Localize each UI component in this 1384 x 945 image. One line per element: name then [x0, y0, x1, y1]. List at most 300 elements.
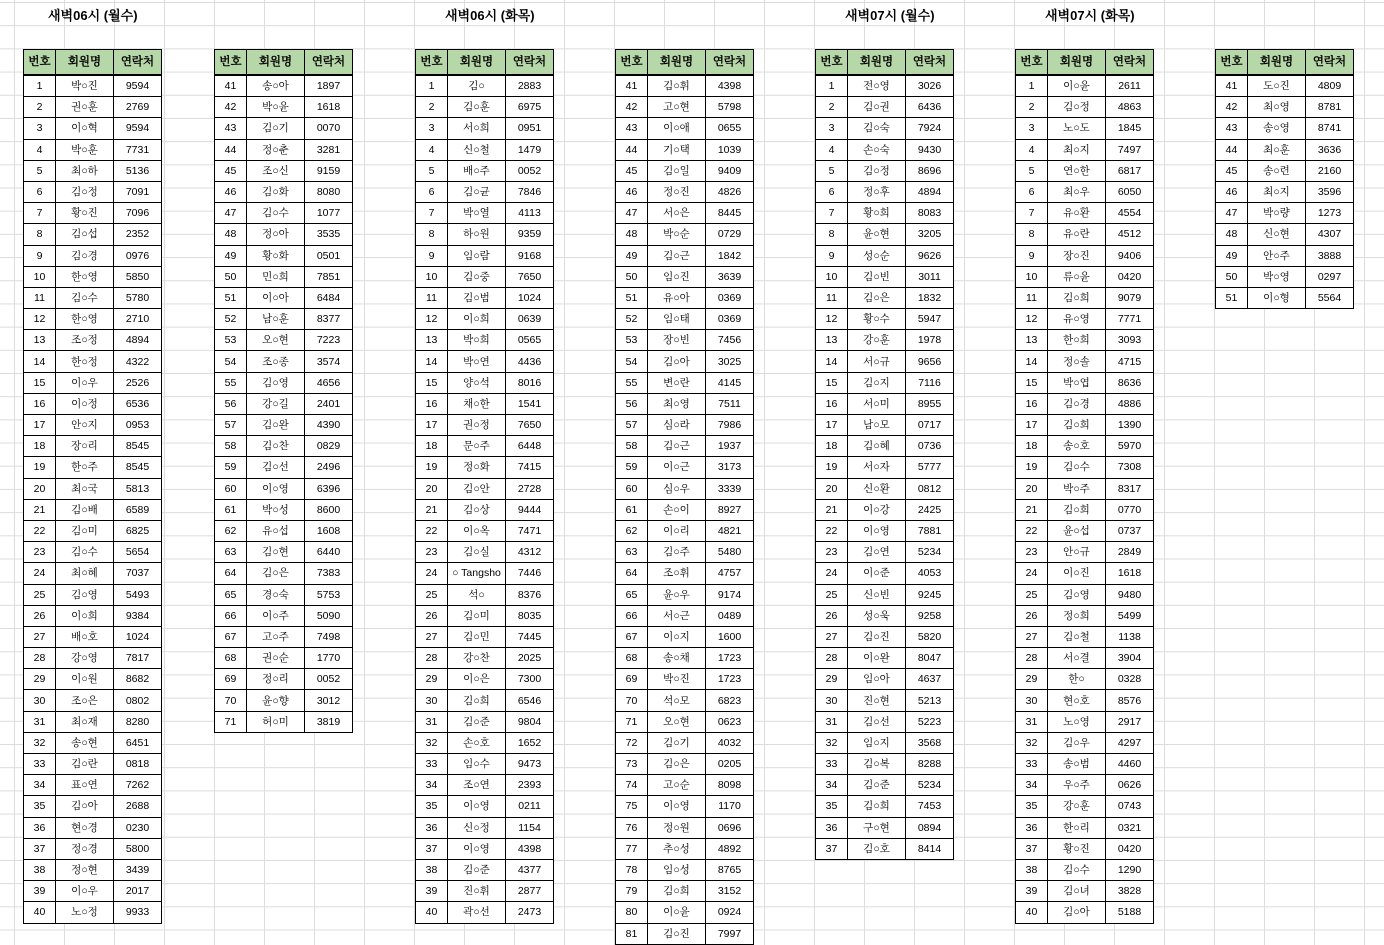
cell-phone: 8765	[706, 859, 754, 880]
cell-num: 14	[24, 351, 56, 372]
cell-num: 34	[1016, 775, 1048, 796]
cell-phone: 1608	[305, 520, 353, 541]
cell-name: 석○모	[648, 690, 706, 711]
cell-phone: 9079	[1106, 287, 1154, 308]
cell-num: 76	[616, 817, 648, 838]
table-row	[816, 436, 954, 457]
cell-num: 61	[616, 499, 648, 520]
cell-num: 10	[816, 266, 848, 287]
cell-name: 박○순	[648, 224, 706, 245]
cell-phone: 1170	[706, 796, 754, 817]
table-row	[1016, 520, 1154, 541]
cell-num: 8	[1016, 224, 1048, 245]
header-row	[616, 50, 754, 76]
cell-name: 진○휘	[448, 881, 506, 902]
cell-num: 32	[816, 732, 848, 753]
table-row	[1016, 732, 1154, 753]
table-row	[215, 203, 353, 224]
cell-num: 8	[816, 224, 848, 245]
cell-name: 이○우	[56, 881, 114, 902]
table-row	[215, 690, 353, 711]
cell-phone: 0953	[114, 415, 162, 436]
cell-phone: 6536	[114, 393, 162, 414]
cell-name: 김○상	[448, 499, 506, 520]
cell-phone: 0052	[506, 160, 554, 181]
cell-phone: 4390	[305, 415, 353, 436]
cell-num: 72	[616, 732, 648, 753]
cell-name: 김○우	[1048, 732, 1106, 753]
header-phone: 연락처	[506, 50, 554, 76]
cell-name: 고○현	[648, 97, 706, 118]
cell-name: 김○수	[56, 542, 114, 563]
table-row	[816, 648, 954, 669]
table-row	[24, 690, 162, 711]
cell-phone: 4656	[305, 372, 353, 393]
cell-num: 75	[616, 796, 648, 817]
table-row	[24, 520, 162, 541]
table-row	[416, 520, 554, 541]
cell-phone: 4826	[706, 181, 754, 202]
cell-phone: 4436	[506, 351, 554, 372]
cell-phone: 0737	[1106, 520, 1154, 541]
cell-name: 김○숙	[848, 118, 906, 139]
cell-name: 정○아	[247, 224, 305, 245]
table-row	[816, 732, 954, 753]
cell-name: 김○준	[448, 859, 506, 880]
header-num: 번호	[24, 50, 56, 76]
cell-phone: 0729	[706, 224, 754, 245]
cell-phone: 8955	[906, 393, 954, 414]
table-row	[215, 160, 353, 181]
cell-name: 송○련	[1248, 160, 1306, 181]
cell-num: 34	[416, 775, 448, 796]
table-row	[215, 415, 353, 436]
cell-name: 민○희	[247, 266, 305, 287]
cell-num: 57	[215, 415, 247, 436]
cell-num: 66	[616, 605, 648, 626]
cell-num: 2	[1016, 97, 1048, 118]
cell-name: 김○호	[848, 838, 906, 859]
table-row	[1016, 775, 1154, 796]
table-row	[1016, 287, 1154, 308]
table-row	[416, 478, 554, 499]
cell-num: 30	[1016, 690, 1048, 711]
table-row	[215, 372, 353, 393]
cell-name: 김○근	[648, 436, 706, 457]
cell-phone: 5970	[1106, 436, 1154, 457]
cell-phone: 7445	[506, 626, 554, 647]
table-row	[616, 711, 754, 732]
cell-phone: 7498	[305, 626, 353, 647]
cell-name: 기○택	[648, 139, 706, 160]
cell-num: 16	[1016, 393, 1048, 414]
table-row	[816, 690, 954, 711]
cell-phone: 4322	[114, 351, 162, 372]
cell-num: 3	[816, 118, 848, 139]
table-row	[816, 181, 954, 202]
cell-name: 성○욱	[848, 605, 906, 626]
cell-num: 9	[1016, 245, 1048, 266]
cell-name: 박○연	[448, 351, 506, 372]
table-row	[816, 139, 954, 160]
cell-name: 김○희	[1048, 415, 1106, 436]
cell-num: 44	[215, 139, 247, 160]
cell-phone: 0802	[114, 690, 162, 711]
cell-name: 채○한	[448, 393, 506, 414]
cell-num: 69	[215, 669, 247, 690]
table-row	[215, 97, 353, 118]
cell-num: 64	[215, 563, 247, 584]
table-row	[616, 478, 754, 499]
cell-name: 유○영	[1048, 309, 1106, 330]
cell-name: 김○정	[848, 160, 906, 181]
cell-num: 54	[616, 351, 648, 372]
table-row	[816, 351, 954, 372]
cell-phone: 0696	[706, 817, 754, 838]
cell-name: 고○순	[648, 775, 706, 796]
cell-num: 30	[24, 690, 56, 711]
cell-phone: 5234	[906, 775, 954, 796]
cell-num: 35	[816, 796, 848, 817]
table-row	[1016, 245, 1154, 266]
cell-phone: 1290	[1106, 859, 1154, 880]
table-row	[616, 775, 754, 796]
cell-phone: 6546	[506, 690, 554, 711]
cell-name: 황○진	[56, 203, 114, 224]
table-row	[416, 796, 554, 817]
cell-num: 50	[1216, 266, 1248, 287]
table-row	[416, 605, 554, 626]
cell-num: 15	[1016, 372, 1048, 393]
cell-num: 10	[1016, 266, 1048, 287]
cell-phone: 3596	[1306, 181, 1354, 202]
cell-num: 45	[215, 160, 247, 181]
cell-num: 39	[416, 881, 448, 902]
cell-phone: 3011	[906, 266, 954, 287]
cell-num: 67	[616, 626, 648, 647]
table-row	[215, 542, 353, 563]
table-row	[616, 457, 754, 478]
cell-phone: 1770	[305, 648, 353, 669]
header-name: 회원명	[648, 50, 706, 76]
cell-phone: 0489	[706, 605, 754, 626]
cell-phone: 0420	[1106, 838, 1154, 859]
cell-phone: 9626	[906, 245, 954, 266]
cell-name: 김○정	[1048, 97, 1106, 118]
cell-phone: 3205	[906, 224, 954, 245]
cell-phone: 2769	[114, 97, 162, 118]
cell-num: 58	[616, 436, 648, 457]
header-row	[1216, 50, 1354, 76]
cell-name: 노○영	[1048, 711, 1106, 732]
cell-name: 김○섭	[56, 224, 114, 245]
cell-name: 김○아	[1048, 902, 1106, 923]
cell-name: 김○경	[1048, 393, 1106, 414]
header-num: 번호	[1216, 50, 1248, 76]
cell-name: 김○희	[648, 881, 706, 902]
table-row	[416, 669, 554, 690]
cell-num: 17	[816, 415, 848, 436]
cell-num: 48	[1216, 224, 1248, 245]
table-row	[215, 330, 353, 351]
header-num: 번호	[416, 50, 448, 76]
cell-num: 7	[816, 203, 848, 224]
cell-phone: 3639	[706, 266, 754, 287]
cell-phone: 0812	[906, 478, 954, 499]
cell-phone: 7851	[305, 266, 353, 287]
table-row	[816, 224, 954, 245]
cell-num: 77	[616, 838, 648, 859]
cell-phone: 1618	[305, 97, 353, 118]
cell-num: 9	[416, 245, 448, 266]
table-row	[1016, 97, 1154, 118]
table-row	[1016, 817, 1154, 838]
cell-phone: 2160	[1306, 160, 1354, 181]
cell-name: 장○진	[1048, 245, 1106, 266]
cell-num: 27	[1016, 626, 1048, 647]
table-row	[1016, 669, 1154, 690]
table-row	[1016, 393, 1154, 414]
cell-num: 33	[24, 754, 56, 775]
header-phone: 연락처	[114, 50, 162, 76]
cell-name: 최○훈	[1248, 139, 1306, 160]
cell-num: 26	[816, 605, 848, 626]
cell-phone: 9359	[506, 224, 554, 245]
cell-num: 35	[24, 796, 56, 817]
cell-name: 김○은	[247, 563, 305, 584]
cell-name: 최○영	[648, 393, 706, 414]
table-row	[416, 309, 554, 330]
cell-name: 김○아	[648, 351, 706, 372]
cell-phone: 8781	[1306, 97, 1354, 118]
cell-num: 55	[616, 372, 648, 393]
cell-name: 김○복	[848, 754, 906, 775]
cell-name: 이○원	[56, 669, 114, 690]
cell-num: 30	[816, 690, 848, 711]
table-row	[1216, 139, 1354, 160]
cell-phone: 9174	[706, 584, 754, 605]
table-row	[816, 775, 954, 796]
cell-name: 박○윤	[247, 97, 305, 118]
cell-phone: 8016	[506, 372, 554, 393]
cell-name: 최○국	[56, 478, 114, 499]
table-row	[416, 711, 554, 732]
header-phone: 연락처	[1106, 50, 1154, 76]
cell-name: 고○주	[247, 626, 305, 647]
table-row	[215, 436, 353, 457]
cell-num: 46	[1216, 181, 1248, 202]
table-row	[1016, 351, 1154, 372]
cell-name: 임○진	[648, 266, 706, 287]
cell-name: 이○영	[648, 796, 706, 817]
cell-phone: 2877	[506, 881, 554, 902]
table-row	[215, 245, 353, 266]
table-row	[1016, 584, 1154, 605]
cell-name: 박○영	[1248, 266, 1306, 287]
cell-name: 강○훈	[848, 330, 906, 351]
cell-phone: 9409	[706, 160, 754, 181]
cell-phone: 5493	[114, 584, 162, 605]
cell-name: 변○란	[648, 372, 706, 393]
cell-name: 김○희	[1048, 287, 1106, 308]
roster-table	[415, 49, 554, 924]
table-row	[24, 542, 162, 563]
cell-num: 28	[1016, 648, 1048, 669]
cell-phone: 2025	[506, 648, 554, 669]
cell-phone: 1723	[706, 648, 754, 669]
cell-name: 양○석	[448, 372, 506, 393]
table-row	[1016, 902, 1154, 923]
cell-phone: 8280	[114, 711, 162, 732]
cell-phone: 4145	[706, 372, 754, 393]
cell-num: 38	[1016, 859, 1048, 880]
cell-name: 장○리	[56, 436, 114, 457]
cell-phone: 8376	[506, 584, 554, 605]
cell-num: 3	[1016, 118, 1048, 139]
cell-phone: 1897	[305, 75, 353, 97]
roster-table	[615, 49, 754, 945]
cell-name: 한○희	[1048, 330, 1106, 351]
cell-num: 3	[416, 118, 448, 139]
cell-phone: 0230	[114, 817, 162, 838]
cell-name: 구○현	[848, 817, 906, 838]
cell-name: 이○근	[648, 457, 706, 478]
cell-num: 27	[416, 626, 448, 647]
cell-num: 71	[616, 711, 648, 732]
table-row	[1016, 881, 1154, 902]
cell-name: 김○지	[848, 372, 906, 393]
table-row	[616, 415, 754, 436]
cell-name: 김○미	[56, 520, 114, 541]
cell-phone: 8741	[1306, 118, 1354, 139]
cell-num: 24	[1016, 563, 1048, 584]
cell-name: 이○우	[56, 372, 114, 393]
table-row	[215, 520, 353, 541]
cell-phone: 1479	[506, 139, 554, 160]
cell-num: 36	[24, 817, 56, 838]
table-row	[816, 75, 954, 97]
cell-num: 10	[416, 266, 448, 287]
cell-phone: 7924	[906, 118, 954, 139]
cell-num: 51	[1216, 287, 1248, 308]
cell-name: 조○연	[448, 775, 506, 796]
cell-phone: 6825	[114, 520, 162, 541]
cell-phone: 7116	[906, 372, 954, 393]
table-row	[816, 266, 954, 287]
cell-phone: 8317	[1106, 478, 1154, 499]
cell-num: 53	[215, 330, 247, 351]
table-row	[416, 690, 554, 711]
table-row	[616, 351, 754, 372]
cell-name: 유○아	[648, 287, 706, 308]
cell-num: 22	[416, 520, 448, 541]
table-row	[416, 457, 554, 478]
cell-name: 이○완	[848, 648, 906, 669]
table-row	[1016, 796, 1154, 817]
table-row	[24, 118, 162, 139]
cell-num: 52	[616, 309, 648, 330]
cell-num: 46	[215, 181, 247, 202]
table-row	[416, 436, 554, 457]
cell-num: 23	[24, 542, 56, 563]
cell-num: 22	[1016, 520, 1048, 541]
table-row	[24, 245, 162, 266]
cell-phone: 1652	[506, 732, 554, 753]
table-row	[616, 817, 754, 838]
cell-num: 42	[616, 97, 648, 118]
cell-name: 심○라	[648, 415, 706, 436]
cell-phone: 8445	[706, 203, 754, 224]
cell-phone: 8576	[1106, 690, 1154, 711]
cell-name: 배○주	[448, 160, 506, 181]
table-row	[816, 245, 954, 266]
table-row	[616, 330, 754, 351]
table-row	[215, 139, 353, 160]
cell-name: 김○실	[448, 542, 506, 563]
table-row	[1016, 542, 1154, 563]
cell-num: 9	[24, 245, 56, 266]
table-row	[416, 754, 554, 775]
cell-name: ○ Tangsho	[448, 563, 506, 584]
cell-phone: 3574	[305, 351, 353, 372]
cell-name: 정○후	[848, 181, 906, 202]
cell-phone: 1039	[706, 139, 754, 160]
cell-name: 장○빈	[648, 330, 706, 351]
cell-phone: 7383	[305, 563, 353, 584]
table-row	[416, 393, 554, 414]
cell-phone: 9933	[114, 902, 162, 923]
header-name: 회원명	[56, 50, 114, 76]
cell-phone: 0818	[114, 754, 162, 775]
table-row	[616, 118, 754, 139]
cell-num: 34	[816, 775, 848, 796]
cell-phone: 9473	[506, 754, 554, 775]
cell-phone: 1978	[906, 330, 954, 351]
cell-num: 25	[24, 584, 56, 605]
cell-name: 하○원	[448, 224, 506, 245]
table-row	[616, 881, 754, 902]
cell-num: 27	[24, 626, 56, 647]
cell-phone: 9384	[114, 605, 162, 626]
cell-num: 42	[215, 97, 247, 118]
cell-phone: 7453	[906, 796, 954, 817]
cell-num: 25	[816, 584, 848, 605]
cell-phone: 2883	[506, 75, 554, 97]
cell-phone: 4398	[506, 838, 554, 859]
cell-phone: 8545	[114, 457, 162, 478]
table-row	[816, 605, 954, 626]
table-row	[1016, 626, 1154, 647]
table-row	[215, 584, 353, 605]
table-row	[1016, 266, 1154, 287]
cell-num: 36	[416, 817, 448, 838]
cell-phone: 5234	[906, 542, 954, 563]
cell-phone: 7771	[1106, 309, 1154, 330]
cell-name: 서○자	[848, 457, 906, 478]
cell-name: 이○아	[247, 287, 305, 308]
cell-name: 윤○현	[848, 224, 906, 245]
cell-name: 이○주	[247, 605, 305, 626]
cell-name: 권○순	[247, 648, 305, 669]
cell-num: 18	[1016, 436, 1048, 457]
cell-num: 6	[416, 181, 448, 202]
table-row	[24, 648, 162, 669]
cell-phone: 0328	[1106, 669, 1154, 690]
cell-phone: 4554	[1106, 203, 1154, 224]
table-row	[24, 160, 162, 181]
cell-num: 7	[416, 203, 448, 224]
cell-phone: 1077	[305, 203, 353, 224]
